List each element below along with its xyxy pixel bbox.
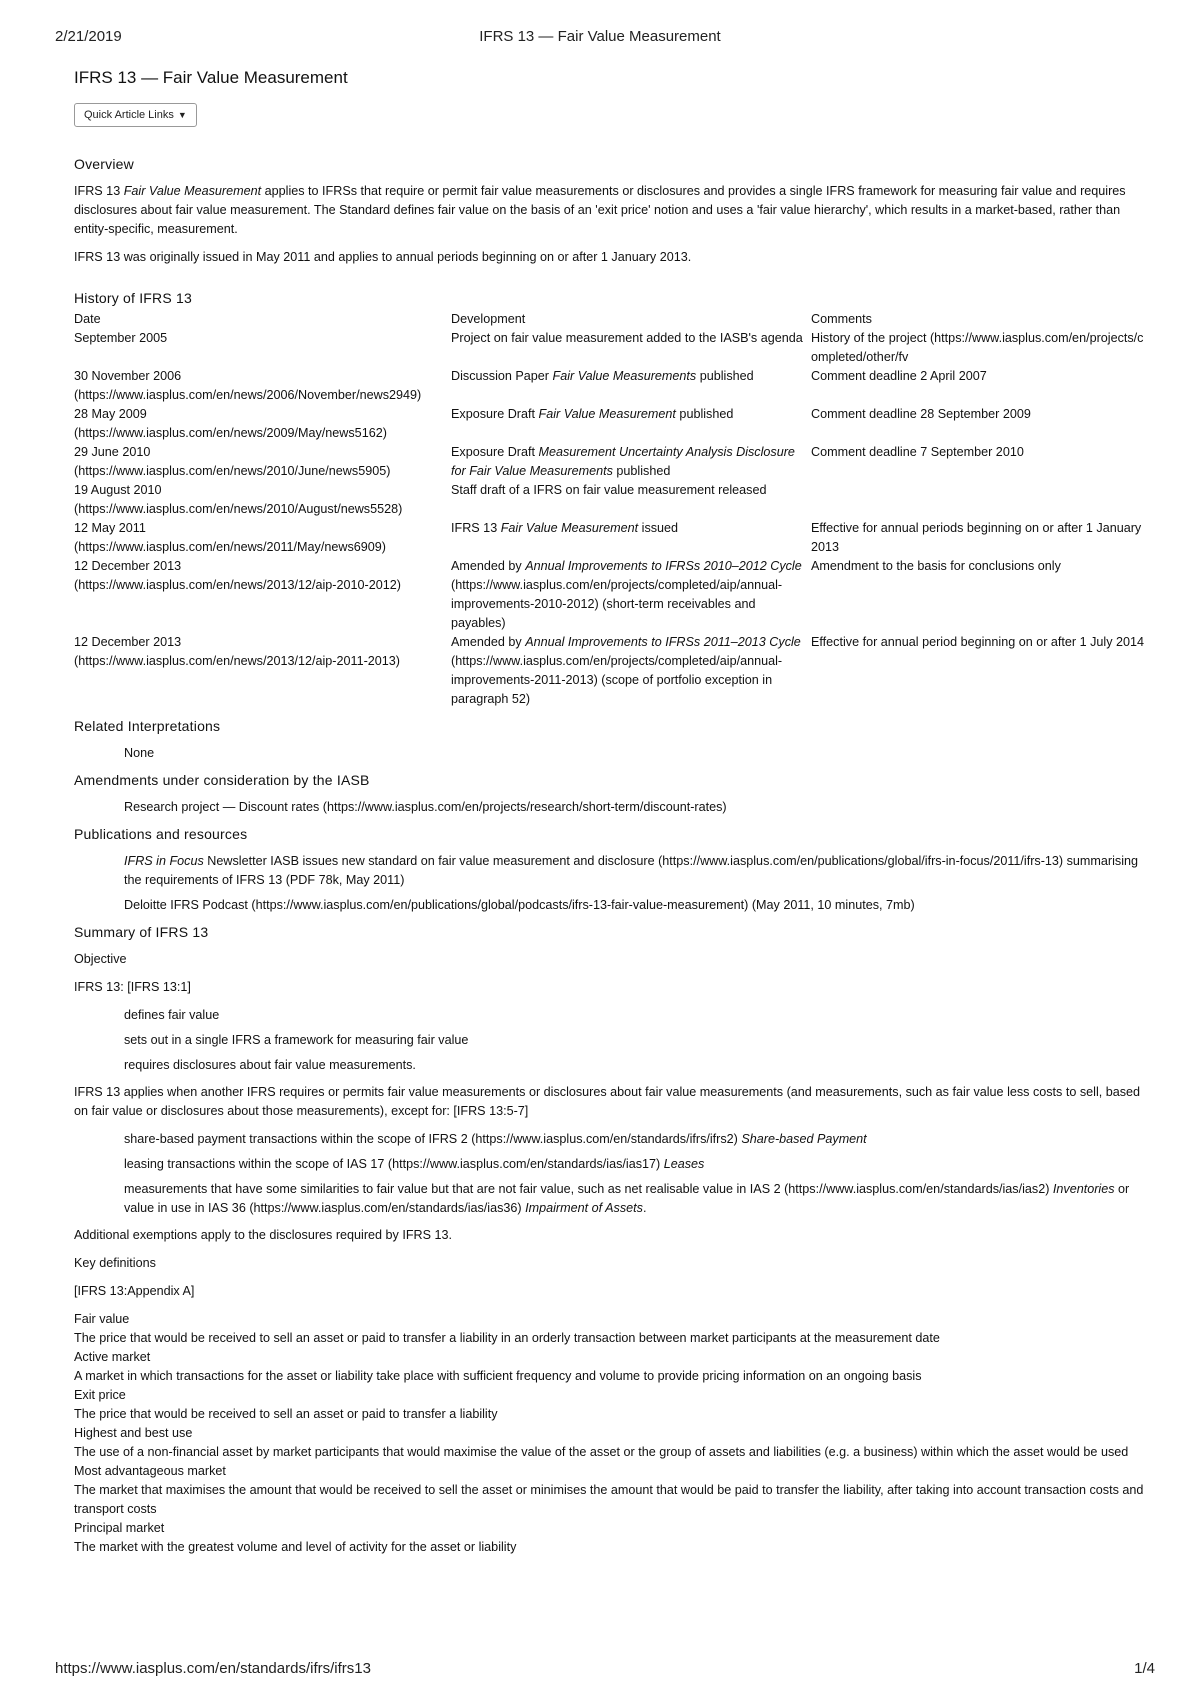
caret-down-icon: ▼ xyxy=(177,110,187,120)
history-date-cell[interactable]: 19 August 2010 (https://www.iasplus.com/en/news/2010/August/news5528) xyxy=(74,483,403,516)
history-date-cell[interactable]: 12 May 2011 (https://www.iasplus.com/en/news/2011/May/news6909) xyxy=(74,521,386,554)
history-comment-cell: Effective for annual periods beginning on or after 1 January 2013 xyxy=(811,521,1142,554)
history-development-cell: Staff draft of a IFRS on fair value measurement released xyxy=(451,483,767,497)
definitions-list xyxy=(74,1310,1154,1557)
definition-text: The price that would be received to sell an asset or paid to transfer a liability in an orderly transaction between market participants at the measurement date xyxy=(74,1331,940,1345)
scope-paragraph: IFRS 13 applies when another IFRS requires or permits fair value measurements or disclosures about fair value measurements (and measurements, such as fair value less costs to sell, based on fair value or disclosures about those measurements), except for: [IFRS 13:5-7] xyxy=(74,1085,1141,1118)
history-development-cell: Exposure Draft Measurement Uncertainty Analysis Disclosure for Fair Value Measurements published xyxy=(451,445,795,478)
objective-heading: Objective xyxy=(74,952,127,966)
history-heading: History of IFRS 13 xyxy=(74,290,192,306)
definition-term: Fair value xyxy=(74,1312,130,1326)
definition-term: Exit price xyxy=(74,1388,126,1402)
summary-heading: Summary of IFRS 13 xyxy=(74,924,209,940)
publication-ifrs-in-focus[interactable]: IFRS in Focus Newsletter IASB issues new standard on fair value measurement and disclosure (https://www.iasplus.com/en/publications/global/ifrs-in-focus/2011/ifrs-13) summarising the requirements of IFRS 13 (PDF 78k, May 2011) xyxy=(124,854,1138,887)
history-col-date: Date xyxy=(74,312,101,326)
print-footer-url: https://www.iasplus.com/en/standards/ifrs/ifrs13 xyxy=(55,1660,371,1677)
history-col-development: Development xyxy=(451,312,526,326)
overview-paragraph-1: IFRS 13 Fair Value Measurement applies to IFRSs that require or permit fair value measurements or disclosures and provides a single IFRS framework for measuring fair value and requires disclosures about fair value measurement. The Standard defines fair value on the basis of an 'exit price' notion and uses a 'fair value hierarchy', which results in a market-based, rather than entity-specific, measurement. xyxy=(74,184,1126,236)
publication-podcast[interactable]: Deloitte IFRS Podcast (https://www.iasplus.com/en/publications/global/podcasts/ifrs-13-fair-value-measurement) (May 2011, 10 minutes, 7mb) xyxy=(124,898,915,912)
key-definitions-ref: [IFRS 13:Appendix A] xyxy=(74,1284,195,1298)
amendments-research-link[interactable]: Research project — Discount rates (https://www.iasplus.com/en/projects/research/short-term/discount-rates) xyxy=(124,800,727,814)
history-row xyxy=(74,329,1159,367)
overview-heading: Overview xyxy=(74,156,134,172)
history-development-cell: Discussion Paper Fair Value Measurements published xyxy=(451,369,754,383)
amendments-heading: Amendments under consideration by the IASB xyxy=(74,772,370,788)
history-development-cell: Amended by Annual Improvements to IFRSs 2011–2013 Cycle (https://www.iasplus.com/en/projects/completed/aip/annual-improvements-2011-2013) (scope of portfolio exception in paragraph 52) xyxy=(451,635,801,706)
related-interpretations-heading: Related Interpretations xyxy=(74,718,221,734)
history-row xyxy=(74,633,1159,709)
history-row xyxy=(74,367,1159,405)
history-comment-cell: Comment deadline 7 September 2010 xyxy=(811,445,1024,459)
page-title: IFRS 13 — Fair Value Measurement xyxy=(74,68,348,87)
quick-article-links-label: Quick Article Links xyxy=(84,109,174,121)
related-interpretations-none: None xyxy=(124,746,155,760)
definition-text: A market in which transactions for the asset or liability take place with sufficient frequency and volume to provide pricing information on an ongoing basis xyxy=(74,1369,922,1383)
definition-term: Principal market xyxy=(74,1521,165,1535)
history-row xyxy=(74,405,1159,443)
history-row xyxy=(74,481,1159,519)
scope-item: leasing transactions within the scope of IAS 17 (https://www.iasplus.com/en/standards/ias/ias17) Leases xyxy=(124,1157,705,1171)
history-date-cell[interactable]: 12 December 2013 (https://www.iasplus.com/en/news/2013/12/aip-2010-2012) xyxy=(74,559,401,592)
history-comment-cell xyxy=(811,481,1159,519)
objective-item: defines fair value xyxy=(124,1008,220,1022)
history-comment-cell: Comment deadline 2 April 2007 xyxy=(811,369,987,383)
additional-exemptions: Additional exemptions apply to the disclosures required by IFRS 13. xyxy=(74,1228,453,1242)
history-date-cell[interactable]: 12 December 2013 (https://www.iasplus.com/en/news/2013/12/aip-2011-2013) xyxy=(74,635,400,668)
print-footer-page: 1/4 xyxy=(1134,1660,1155,1677)
objective-item: requires disclosures about fair value measurements. xyxy=(124,1058,416,1072)
history-development-cell: Exposure Draft Fair Value Measurement published xyxy=(451,407,734,421)
quick-article-links-button[interactable] xyxy=(74,103,197,127)
article xyxy=(74,66,1154,1557)
objective-item: sets out in a single IFRS a framework for measuring fair value xyxy=(124,1033,469,1047)
history-development-cell: Amended by Annual Improvements to IFRSs 2010–2012 Cycle (https://www.iasplus.com/en/projects/completed/aip/annual-improvements-2010-2012) (short-term receivables and payables) xyxy=(451,559,802,630)
print-header-title: IFRS 13 — Fair Value Measurement xyxy=(479,28,721,45)
overview-paragraph-2: IFRS 13 was originally issued in May 2011 and applies to annual periods beginning on or after 1 January 2013. xyxy=(74,250,692,264)
history-row xyxy=(74,519,1159,557)
history-row xyxy=(74,443,1159,481)
history-development-cell: IFRS 13 Fair Value Measurement issued xyxy=(451,521,679,535)
key-definitions-heading: Key definitions xyxy=(74,1256,156,1270)
definition-term: Active market xyxy=(74,1350,151,1364)
print-header-date: 2/21/2019 xyxy=(55,28,122,45)
history-date-cell[interactable]: 29 June 2010 (https://www.iasplus.com/en/news/2010/June/news5905) xyxy=(74,445,391,478)
definition-term: Most advantageous market xyxy=(74,1464,226,1478)
history-col-comments: Comments xyxy=(811,312,872,326)
definition-term: Highest and best use xyxy=(74,1426,193,1440)
scope-item: measurements that have some similarities to fair value but that are not fair value, such as net realisable value in IAS 2 (https://www.iasplus.com/en/standards/ias/ias2) Inventories or value in use in IAS 36 (https://www.iasplus.com/en/standards/ias/ias36) Impairment of Assets. xyxy=(124,1182,1130,1215)
definition-text: The market that maximises the amount that would be received to sell the asset or minimises the amount that would be paid to transfer the liability, after taking into account transaction costs and transport costs xyxy=(74,1483,1144,1516)
publications-heading: Publications and resources xyxy=(74,826,248,842)
history-date-cell[interactable]: 28 May 2009 (https://www.iasplus.com/en/news/2009/May/news5162) xyxy=(74,407,387,440)
history-row xyxy=(74,557,1159,633)
history-date-cell: September 2005 xyxy=(74,331,168,345)
history-date-cell[interactable]: 30 November 2006 (https://www.iasplus.com/en/news/2006/November/news2949) xyxy=(74,369,422,402)
history-table xyxy=(74,310,1159,709)
history-comment-cell: History of the project (https://www.iasplus.com/en/projects/completed/other/fv xyxy=(811,331,1144,364)
definition-text: The market with the greatest volume and level of activity for the asset or liability xyxy=(74,1540,517,1554)
history-development-cell: Project on fair value measurement added to the IASB's agenda xyxy=(451,331,803,345)
history-comment-cell: Amendment to the basis for conclusions only xyxy=(811,559,1061,573)
definition-text: The use of a non-financial asset by market participants that would maximise the value of the asset or the group of assets and liabilities (e.g. a business) within which the asset would be used xyxy=(74,1445,1129,1459)
scope-item: share-based payment transactions within the scope of IFRS 2 (https://www.iasplus.com/en/standards/ifrs/ifrs2) Share-based Payment xyxy=(124,1132,867,1146)
history-comment-cell: Comment deadline 28 September 2009 xyxy=(811,407,1031,421)
history-comment-cell: Effective for annual period beginning on or after 1 July 2014 xyxy=(811,635,1145,649)
objective-intro: IFRS 13: [IFRS 13:1] xyxy=(74,980,191,994)
definition-text: The price that would be received to sell an asset or paid to transfer a liability xyxy=(74,1407,498,1421)
